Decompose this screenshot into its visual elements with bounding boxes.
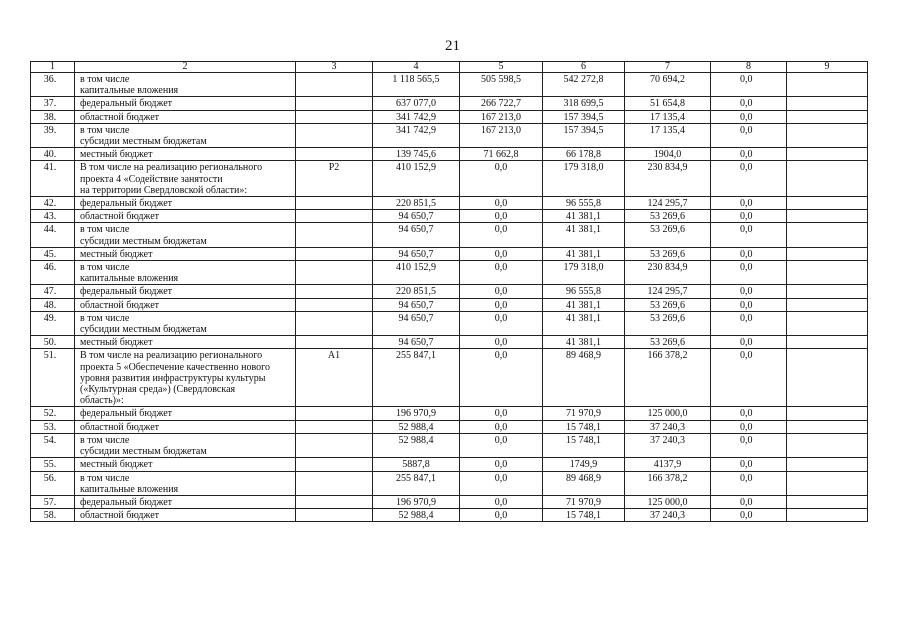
value-col5: 0,0 <box>460 420 543 433</box>
row-description: федеральный бюджет <box>75 285 296 298</box>
table-row <box>31 298 868 311</box>
column-header: 6 <box>543 62 625 73</box>
value-col6: 1749,9 <box>543 458 625 471</box>
project-code <box>296 148 373 161</box>
column-header: 2 <box>75 62 296 73</box>
value-col7: 124 295,7 <box>625 197 711 210</box>
value-col9 <box>787 110 868 123</box>
value-col5: 0,0 <box>460 458 543 471</box>
row-number: 55. <box>31 458 75 471</box>
value-col8: 0,0 <box>711 247 787 260</box>
table-row <box>31 148 868 161</box>
row-description: областной бюджет <box>75 110 296 123</box>
value-col9 <box>787 311 868 335</box>
project-code <box>296 110 373 123</box>
table-row <box>31 407 868 420</box>
value-col9 <box>787 458 868 471</box>
column-header: 5 <box>460 62 543 73</box>
project-code <box>296 223 373 247</box>
value-col5: 167 213,0 <box>460 110 543 123</box>
row-number: 53. <box>31 420 75 433</box>
value-col6: 542 272,8 <box>543 73 625 97</box>
value-col9 <box>787 197 868 210</box>
value-col9 <box>787 261 868 285</box>
value-col6: 41 381,1 <box>543 247 625 260</box>
value-col5: 0,0 <box>460 197 543 210</box>
value-col6: 179 318,0 <box>543 161 625 197</box>
value-col6: 41 381,1 <box>543 311 625 335</box>
value-col4: 94 650,7 <box>373 247 460 260</box>
value-col8: 0,0 <box>711 123 787 147</box>
value-col7: 166 378,2 <box>625 349 711 407</box>
table-row <box>31 210 868 223</box>
value-col5: 266 722,7 <box>460 97 543 110</box>
row-description: областной бюджет <box>75 509 296 522</box>
row-description: федеральный бюджет <box>75 407 296 420</box>
row-number: 41. <box>31 161 75 197</box>
value-col6: 15 748,1 <box>543 509 625 522</box>
value-col9 <box>787 73 868 97</box>
value-col7: 37 240,3 <box>625 433 711 457</box>
row-number: 45. <box>31 247 75 260</box>
project-code <box>296 197 373 210</box>
project-code <box>296 509 373 522</box>
value-col8: 0,0 <box>711 471 787 495</box>
row-description: в том числе субсидии местным бюджетам <box>75 433 296 457</box>
value-col7: 125 000,0 <box>625 495 711 508</box>
row-number: 52. <box>31 407 75 420</box>
row-description: федеральный бюджет <box>75 97 296 110</box>
value-col5: 71 662,8 <box>460 148 543 161</box>
value-col7: 53 269,6 <box>625 210 711 223</box>
value-col5: 0,0 <box>460 407 543 420</box>
row-description: местный бюджет <box>75 148 296 161</box>
row-number: 57. <box>31 495 75 508</box>
table-row <box>31 458 868 471</box>
value-col8: 0,0 <box>711 197 787 210</box>
value-col6: 71 970,9 <box>543 495 625 508</box>
value-col5: 0,0 <box>460 433 543 457</box>
value-col6: 179 318,0 <box>543 261 625 285</box>
value-col9 <box>787 471 868 495</box>
column-header: 4 <box>373 62 460 73</box>
value-col8: 0,0 <box>711 285 787 298</box>
row-description: В том числе на реализацию регионального проекта 5 «Обеспечение качественно нового уровня развития инфраструктуры культуры («Культурная среда») (Свердловская область)»: <box>75 349 296 407</box>
value-col7: 37 240,3 <box>625 509 711 522</box>
project-code <box>296 407 373 420</box>
value-col4: 52 988,4 <box>373 509 460 522</box>
value-col9 <box>787 420 868 433</box>
table-row <box>31 311 868 335</box>
table-header <box>31 62 868 73</box>
row-description: в том числе субсидии местным бюджетам <box>75 311 296 335</box>
value-col7: 1904,0 <box>625 148 711 161</box>
page-number: 21 <box>445 38 460 54</box>
value-col4: 1 118 565,5 <box>373 73 460 97</box>
value-col6: 157 394,5 <box>543 123 625 147</box>
value-col6: 41 381,1 <box>543 210 625 223</box>
project-code <box>296 247 373 260</box>
value-col8: 0,0 <box>711 210 787 223</box>
row-description: областной бюджет <box>75 298 296 311</box>
project-code <box>296 458 373 471</box>
value-col4: 220 851,5 <box>373 197 460 210</box>
value-col7: 17 135,4 <box>625 110 711 123</box>
row-number: 37. <box>31 97 75 110</box>
value-col6: 41 381,1 <box>543 223 625 247</box>
value-col7: 230 834,9 <box>625 261 711 285</box>
value-col4: 196 970,9 <box>373 495 460 508</box>
value-col5: 0,0 <box>460 161 543 197</box>
value-col9 <box>787 285 868 298</box>
value-col5: 0,0 <box>460 247 543 260</box>
value-col6: 96 555,8 <box>543 197 625 210</box>
value-col8: 0,0 <box>711 509 787 522</box>
column-header: 3 <box>296 62 373 73</box>
value-col8: 0,0 <box>711 349 787 407</box>
row-number: 56. <box>31 471 75 495</box>
project-code <box>296 420 373 433</box>
value-col7: 53 269,6 <box>625 336 711 349</box>
value-col9 <box>787 148 868 161</box>
table-row <box>31 495 868 508</box>
row-number: 38. <box>31 110 75 123</box>
value-col6: 318 699,5 <box>543 97 625 110</box>
value-col4: 255 847,1 <box>373 349 460 407</box>
row-number: 39. <box>31 123 75 147</box>
value-col4: 94 650,7 <box>373 223 460 247</box>
row-number: 51. <box>31 349 75 407</box>
value-col4: 94 650,7 <box>373 336 460 349</box>
value-col8: 0,0 <box>711 433 787 457</box>
project-code <box>296 210 373 223</box>
row-description: в том числе капитальные вложения <box>75 73 296 97</box>
value-col7: 17 135,4 <box>625 123 711 147</box>
value-col9 <box>787 223 868 247</box>
table-row <box>31 197 868 210</box>
row-description: в том числе капитальные вложения <box>75 471 296 495</box>
value-col7: 166 378,2 <box>625 471 711 495</box>
value-col7: 124 295,7 <box>625 285 711 298</box>
value-col6: 41 381,1 <box>543 298 625 311</box>
budget-table <box>30 61 868 522</box>
value-col8: 0,0 <box>711 311 787 335</box>
row-number: 58. <box>31 509 75 522</box>
table-row <box>31 433 868 457</box>
project-code <box>296 73 373 97</box>
value-col7: 53 269,6 <box>625 247 711 260</box>
value-col7: 70 694,2 <box>625 73 711 97</box>
value-col7: 37 240,3 <box>625 420 711 433</box>
row-description: федеральный бюджет <box>75 197 296 210</box>
row-number: 48. <box>31 298 75 311</box>
row-description: местный бюджет <box>75 336 296 349</box>
value-col5: 0,0 <box>460 223 543 247</box>
value-col8: 0,0 <box>711 495 787 508</box>
row-number: 42. <box>31 197 75 210</box>
value-col9 <box>787 298 868 311</box>
table-row <box>31 471 868 495</box>
value-col6: 71 970,9 <box>543 407 625 420</box>
value-col5: 167 213,0 <box>460 123 543 147</box>
row-number: 40. <box>31 148 75 161</box>
value-col4: 637 077,0 <box>373 97 460 110</box>
value-col6: 157 394,5 <box>543 110 625 123</box>
row-description: в том числе субсидии местным бюджетам <box>75 223 296 247</box>
table-row <box>31 285 868 298</box>
column-header: 8 <box>711 62 787 73</box>
value-col8: 0,0 <box>711 223 787 247</box>
column-header: 1 <box>31 62 75 73</box>
value-col6: 89 468,9 <box>543 471 625 495</box>
project-code <box>296 311 373 335</box>
value-col7: 230 834,9 <box>625 161 711 197</box>
value-col8: 0,0 <box>711 161 787 197</box>
table-row <box>31 110 868 123</box>
value-col4: 341 742,9 <box>373 123 460 147</box>
value-col7: 53 269,6 <box>625 223 711 247</box>
value-col6: 15 748,1 <box>543 420 625 433</box>
project-code: Р2 <box>296 161 373 197</box>
row-number: 54. <box>31 433 75 457</box>
table-row <box>31 336 868 349</box>
value-col6: 15 748,1 <box>543 433 625 457</box>
value-col4: 341 742,9 <box>373 110 460 123</box>
value-col5: 0,0 <box>460 298 543 311</box>
value-col8: 0,0 <box>711 336 787 349</box>
value-col5: 0,0 <box>460 285 543 298</box>
value-col4: 52 988,4 <box>373 420 460 433</box>
value-col9 <box>787 336 868 349</box>
row-number: 49. <box>31 311 75 335</box>
project-code <box>296 97 373 110</box>
project-code <box>296 336 373 349</box>
value-col7: 53 269,6 <box>625 298 711 311</box>
table-row <box>31 73 868 97</box>
table-row <box>31 349 868 407</box>
value-col9 <box>787 210 868 223</box>
value-col5: 0,0 <box>460 349 543 407</box>
value-col5: 0,0 <box>460 495 543 508</box>
value-col4: 220 851,5 <box>373 285 460 298</box>
row-number: 46. <box>31 261 75 285</box>
value-col8: 0,0 <box>711 148 787 161</box>
table-row <box>31 261 868 285</box>
row-description: в том числе капитальные вложения <box>75 261 296 285</box>
value-col8: 0,0 <box>711 420 787 433</box>
project-code <box>296 433 373 457</box>
row-number: 44. <box>31 223 75 247</box>
value-col7: 125 000,0 <box>625 407 711 420</box>
project-code <box>296 471 373 495</box>
row-number: 43. <box>31 210 75 223</box>
value-col5: 0,0 <box>460 336 543 349</box>
value-col9 <box>787 407 868 420</box>
table-row <box>31 223 868 247</box>
value-col5: 0,0 <box>460 210 543 223</box>
row-description: областной бюджет <box>75 420 296 433</box>
value-col4: 196 970,9 <box>373 407 460 420</box>
project-code: А1 <box>296 349 373 407</box>
value-col9 <box>787 97 868 110</box>
table-row <box>31 123 868 147</box>
table-body <box>31 73 868 522</box>
table-row <box>31 420 868 433</box>
column-number-row <box>31 62 868 73</box>
value-col9 <box>787 247 868 260</box>
table-row <box>31 247 868 260</box>
table-row <box>31 161 868 197</box>
value-col8: 0,0 <box>711 458 787 471</box>
value-col7: 4137,9 <box>625 458 711 471</box>
value-col7: 53 269,6 <box>625 311 711 335</box>
value-col8: 0,0 <box>711 261 787 285</box>
project-code <box>296 123 373 147</box>
value-col9 <box>787 509 868 522</box>
value-col4: 52 988,4 <box>373 433 460 457</box>
value-col4: 255 847,1 <box>373 471 460 495</box>
value-col4: 410 152,9 <box>373 161 460 197</box>
row-description: в том числе субсидии местным бюджетам <box>75 123 296 147</box>
value-col4: 94 650,7 <box>373 311 460 335</box>
value-col5: 0,0 <box>460 311 543 335</box>
value-col5: 0,0 <box>460 471 543 495</box>
row-description: местный бюджет <box>75 247 296 260</box>
project-code <box>296 261 373 285</box>
column-header: 9 <box>787 62 868 73</box>
value-col9 <box>787 495 868 508</box>
value-col8: 0,0 <box>711 73 787 97</box>
table-row <box>31 509 868 522</box>
column-header: 7 <box>625 62 711 73</box>
row-description: местный бюджет <box>75 458 296 471</box>
project-code <box>296 298 373 311</box>
project-code <box>296 495 373 508</box>
value-col7: 51 654,8 <box>625 97 711 110</box>
value-col4: 94 650,7 <box>373 210 460 223</box>
value-col4: 94 650,7 <box>373 298 460 311</box>
value-col8: 0,0 <box>711 97 787 110</box>
value-col6: 41 381,1 <box>543 336 625 349</box>
table-row <box>31 97 868 110</box>
value-col5: 0,0 <box>460 261 543 285</box>
value-col9 <box>787 123 868 147</box>
value-col5: 505 598,5 <box>460 73 543 97</box>
row-description: федеральный бюджет <box>75 495 296 508</box>
value-col6: 96 555,8 <box>543 285 625 298</box>
value-col9 <box>787 161 868 197</box>
value-col8: 0,0 <box>711 298 787 311</box>
row-number: 47. <box>31 285 75 298</box>
value-col8: 0,0 <box>711 110 787 123</box>
value-col5: 0,0 <box>460 509 543 522</box>
value-col8: 0,0 <box>711 407 787 420</box>
value-col4: 410 152,9 <box>373 261 460 285</box>
row-description: областной бюджет <box>75 210 296 223</box>
value-col4: 5887,8 <box>373 458 460 471</box>
value-col9 <box>787 349 868 407</box>
project-code <box>296 285 373 298</box>
value-col6: 66 178,8 <box>543 148 625 161</box>
value-col6: 89 468,9 <box>543 349 625 407</box>
value-col4: 139 745,6 <box>373 148 460 161</box>
row-number: 50. <box>31 336 75 349</box>
row-description: В том числе на реализацию регионального проекта 4 «Содействие занятости на территории Свердловской области»: <box>75 161 296 197</box>
value-col9 <box>787 433 868 457</box>
row-number: 36. <box>31 73 75 97</box>
